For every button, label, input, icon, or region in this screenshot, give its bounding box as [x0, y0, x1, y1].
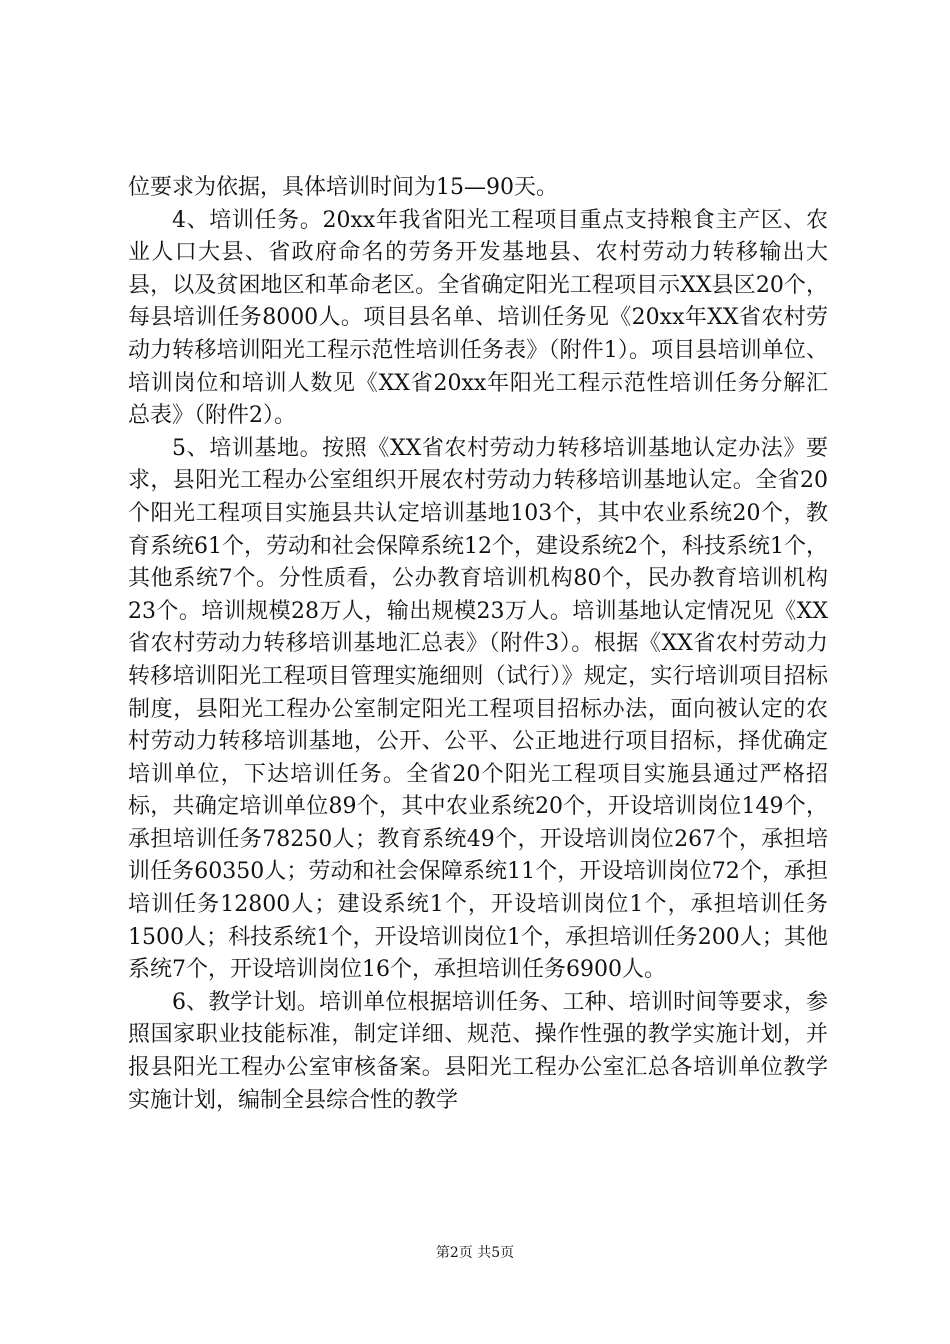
- paragraph-training-bases: 5、培训基地。按照《XX省农村劳动力转移培训基地认定办法》要求，县阳光工程办公室组织开展农村劳动力转移培训基地认定。全省20个阳光工程项目实施县共认定培训基地103个，其中农业系统20个，教育系统61个，劳动和社会保障系统12个，建设系统2个，科技系统1个，其他系统7个。分性质看，公办教育培训机构80个，民办教育培训机构23个。培训规模28万人，输出规模23万人。培训基地认定情况见《XX省农村劳动力转移培训基地汇总表》（附件3）。根据《XX省农村劳动力转移培训阳光工程项目管理实施细则（试行）》规定，实行培训项目招标制度，县阳光工程办公室制定阳光工程项目招标办法，面向被认定的农村劳动力转移培训基地，公开、公平、公正地进行项目招标，择优确定培训单位，下达培训任务。全省20个阳光工程项目实施县通过严格招标，共确定培训单位89个，其中农业系统20个，开设培训岗位149个，承担培训任务78250人；教育系统49个，开设培训岗位267个，承担培训任务60350人；劳动和社会保障系统11个，开设培训岗位72个，承担培训任务12800人；建设系统1个，开设培训岗位1个，承担培训任务1500人；科技系统1个，开设培训岗位1个，承担培训任务200人；其他系统7个，开设培训岗位16个，承担培训任务6900人。: [128, 435, 828, 983]
- page-number-footer: 第2页 共5页: [435, 1245, 515, 1261]
- paragraph-continuation: 位要求为依据，具体培训时间为15—90天。: [128, 175, 558, 200]
- paragraph-teaching-plan: 6、教学计划。培训单位根据培训任务、工种、培训时间等要求，参照国家职业技能标准，制定详细、规范、操作性强的教学实施计划，并报县阳光工程办公室审核备案。县阳光工程办公室汇总各培训单位教学实施计划，编制全县综合性的教学: [128, 989, 828, 1113]
- paragraph-training-tasks: 4、培训任务。20xx年我省阳光工程项目重点支持粮食主产区、农业人口大县、省政府命名的劳务开发基地县、农村劳动力转移输出大县，以及贫困地区和革命老区。全省确定阳光工程项目示XX县区20个，每县培训任务8000人。项目县名单、培训任务见《20xx年XX省农村劳动力转移培训阳光工程示范性培训任务表》（附件1）。项目县培训单位、培训岗位和培训人数见《XX省20xx年阳光工程示范性培训任务分解汇总表》（附件2）。: [128, 207, 828, 429]
- document-body: [128, 172, 828, 1117]
